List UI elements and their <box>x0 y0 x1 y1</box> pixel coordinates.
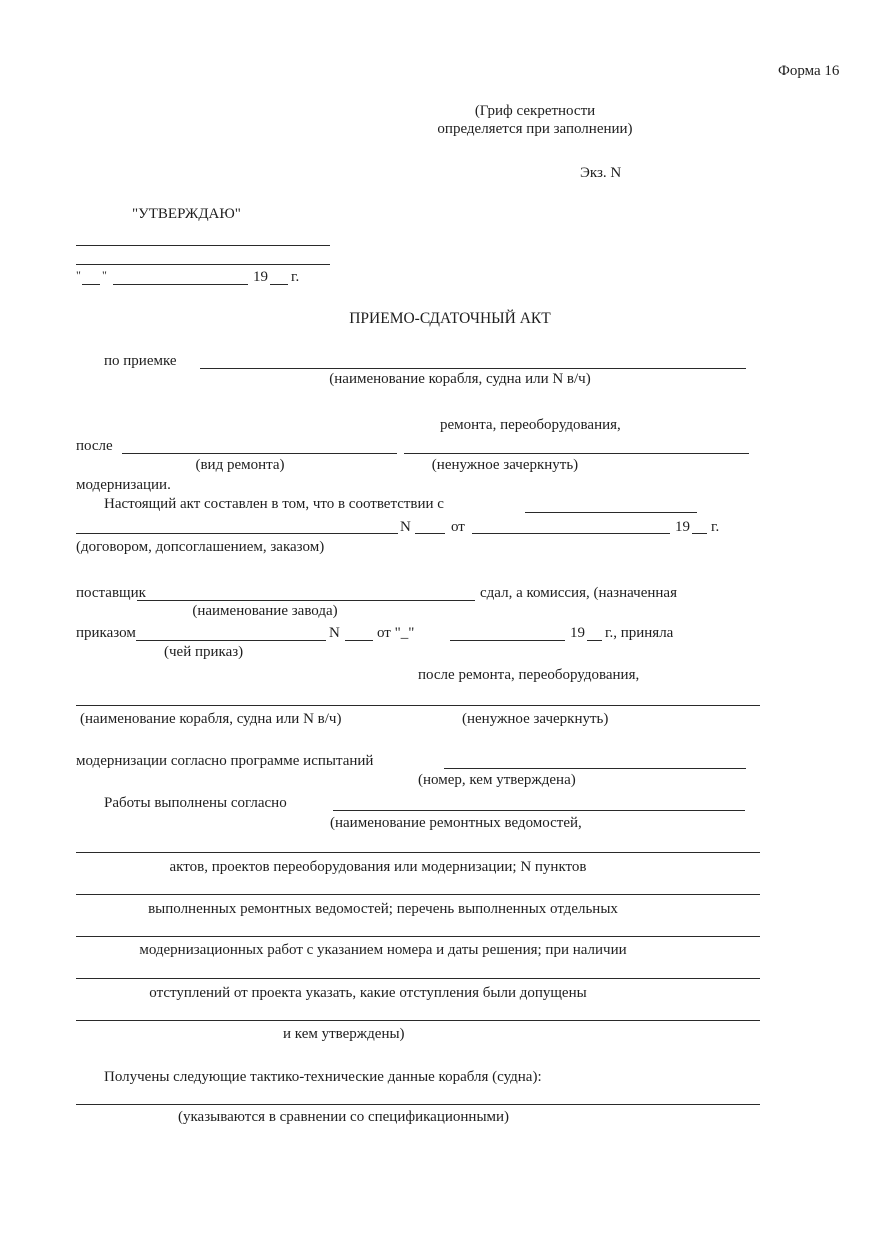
works-line-2[interactable] <box>76 852 760 853</box>
secrecy-stamp-line-1: (Гриф секретности <box>474 103 596 119</box>
order-label: приказом <box>76 625 136 641</box>
order-year-field[interactable] <box>587 640 602 641</box>
approval-year-prefix: 19 <box>253 269 268 285</box>
modernization-word: модернизации. <box>76 477 171 493</box>
after-repair-options: после ремонта, переоборудования, <box>418 667 640 683</box>
repair-kind-strike-field[interactable] <box>404 453 749 454</box>
approval-year-suffix: г. <box>291 269 300 285</box>
ttd-label: Получены следующие тактико-технические данные корабля (судна): <box>104 1069 542 1085</box>
works-hint-line: (наименование ремонтных ведомостей, <box>330 815 582 831</box>
secrecy-stamp-line-2: определяется при заполнении) <box>437 121 633 137</box>
acceptance-ship-hint: (наименование корабля, судна или N в/ч) <box>329 371 591 387</box>
order-hint: (чей приказ) <box>164 644 244 660</box>
strike-hint-2: (ненужное зачеркнуть) <box>462 711 609 727</box>
strike-hint: (ненужное зачеркнуть) <box>431 457 579 473</box>
basis-document-field[interactable] <box>525 512 697 513</box>
works-line-6[interactable] <box>76 1020 760 1021</box>
acceptance-ship-field[interactable] <box>200 368 746 369</box>
contract-year-field[interactable] <box>692 533 707 534</box>
approver-signature-line[interactable] <box>76 264 330 265</box>
ttd-hint: (указываются в сравнении со спецификационными) <box>178 1109 510 1125</box>
works-hint-line: и кем утверждены) <box>283 1026 405 1042</box>
works-hint-line: отступлений от проекта указать, какие отступления были допущены <box>149 985 587 1001</box>
order-number-field[interactable] <box>345 640 373 641</box>
test-program-field[interactable] <box>444 768 746 769</box>
contract-year-prefix: 19 <box>675 519 690 535</box>
works-line-4[interactable] <box>76 936 760 937</box>
contract-date-field[interactable] <box>472 533 670 534</box>
program-label: модернизации согласно программе испытаний <box>76 753 374 769</box>
acceptance-label: по приемке <box>104 353 177 369</box>
contract-from-label: от <box>451 519 465 535</box>
after-label: после <box>76 438 113 454</box>
works-label: Работы выполнены согласно <box>104 795 287 811</box>
order-from-label: от "_" <box>377 625 415 641</box>
supplier-field[interactable] <box>137 600 475 601</box>
supplier-tail: сдал, а комиссия, (назначенная <box>480 585 677 601</box>
order-date-field[interactable] <box>450 640 565 641</box>
approval-day-field[interactable] <box>82 284 100 285</box>
copy-number: Экз. N <box>580 165 622 181</box>
plant-hint: (наименование завода) <box>192 603 338 619</box>
supplier-label: поставщик <box>76 585 146 601</box>
order-n-label: N <box>329 625 340 641</box>
works-hint-line: выполненных ремонтных ведомостей; перечень выполненных отдельных <box>148 901 618 917</box>
order-tail: г., приняла <box>605 625 674 641</box>
contract-year-suffix: г. <box>711 519 720 535</box>
approver-name-line[interactable] <box>76 245 330 246</box>
contract-number-field[interactable] <box>415 533 445 534</box>
accepted-ship-hint: (наименование корабля, судна или N в/ч) <box>80 711 342 727</box>
works-hint-line: актов, проектов переоборудования или модернизации; N пунктов <box>169 859 587 875</box>
basis-document-field-2[interactable] <box>76 533 398 534</box>
date-close-quote: " <box>102 268 107 282</box>
contract-hint: (договором, допсоглашением, заказом) <box>76 539 325 555</box>
approval-year-field[interactable] <box>270 284 288 285</box>
approval-month-field[interactable] <box>113 284 248 285</box>
program-hint: (номер, кем утверждена) <box>418 772 576 788</box>
works-hint-line: модернизационных работ с указанием номера и даты решения; при наличии <box>139 942 627 958</box>
works-line-5[interactable] <box>76 978 760 979</box>
repair-options-top: ремонта, переоборудования, <box>440 417 621 433</box>
statement-text: Настоящий акт составлен в том, что в соответствии с <box>104 496 444 512</box>
order-year-prefix: 19 <box>570 625 585 641</box>
order-issuer-field[interactable] <box>136 640 326 641</box>
contract-n-label: N <box>400 519 411 535</box>
works-line-3[interactable] <box>76 894 760 895</box>
ttd-field[interactable] <box>76 1104 760 1105</box>
approval-label: "УТВЕРЖДАЮ" <box>132 206 241 222</box>
repair-type-hint: (вид ремонта) <box>195 457 285 473</box>
document-title: ПРИЕМО-СДАТОЧНЫЙ АКТ <box>349 310 551 327</box>
works-basis-field[interactable] <box>333 810 745 811</box>
accepted-ship-field[interactable] <box>76 705 760 706</box>
repair-type-field[interactable] <box>122 453 397 454</box>
date-open-quote: " <box>76 268 81 282</box>
form-number: Форма 16 <box>778 63 840 79</box>
